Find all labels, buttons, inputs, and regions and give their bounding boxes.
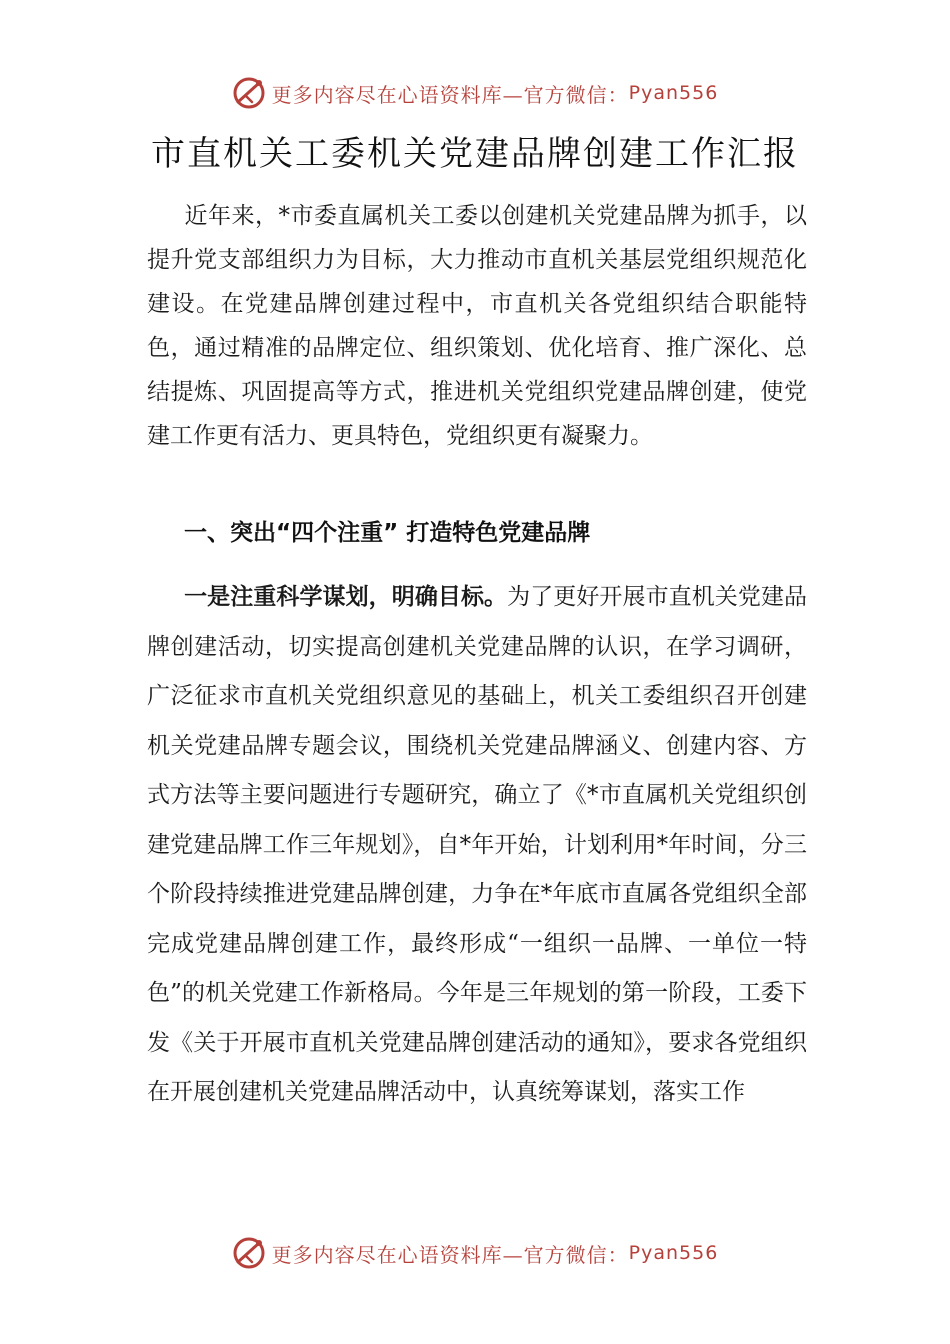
point-one-body: 为了更好开展市直机关党建品牌创建活动，切实提高创建机关党建品牌的认识，在学习调研，广泛征求市直机关党组织意见的基础上，机关工委组织召开创建机关党建品牌专题会议，围绕机关党建品牌涵义、创建内容、方式方法等主要问题进行专题研究，确立了《*市直属机关党组织创建党建品牌工作三年规划》，自*年开始，计划利用*年时间，分三个阶段持续推进党建品牌创建，力争在*年底市直属各党组织全部完成党建品牌创建工作，最终形成“一组织一品牌、一单位一特色”的机关党建工作新格局。今年是三年规划的第一阶段，工委下发《关于开展市直机关党建品牌创建活动的通知》，要求各党组织在开展创建机关党建品牌活动中，认真统筹谋划，落实工作 — [147, 584, 808, 1105]
point-one-lead: 一是注重科学谋划，明确目标。 — [184, 584, 508, 610]
watermark-text: 更多内容尽在心语资料库—官方微信： — [271, 82, 629, 107]
watermark-text: 更多内容尽在心语资料库—官方微信： — [271, 1242, 629, 1267]
intro-text: 近年来，*市委直属机关工委以创建机关党建品牌为抓手，以提升党支部组织力为目标，大力推动市直机关基层党组织规范化建设。在党建品牌创建过程中，市直机关各党组织结合职能特色，通过精准的品牌定位、组织策划、优化培育、推广深化、总结提炼、巩固提高等方式，推进机关党组织党建品牌创建，使党建工作更有活力、更具特色，党组织更有凝聚力。 — [147, 203, 807, 449]
watermark-wechat-id: Pyan556 — [628, 82, 719, 104]
intro-paragraph — [147, 194, 807, 458]
section-heading: 一、突出“四个注重” 打造特色党建品牌 — [184, 520, 591, 546]
footer-watermark — [0, 1236, 950, 1270]
point-one-paragraph — [147, 573, 807, 1118]
header-watermark — [0, 76, 950, 110]
document-title: 市直机关工委机关党建品牌创建工作汇报 — [151, 134, 799, 174]
watermark-wechat-id: Pyan556 — [628, 1242, 719, 1264]
brush-seal-icon — [232, 1236, 266, 1270]
brush-seal-icon — [232, 76, 266, 110]
